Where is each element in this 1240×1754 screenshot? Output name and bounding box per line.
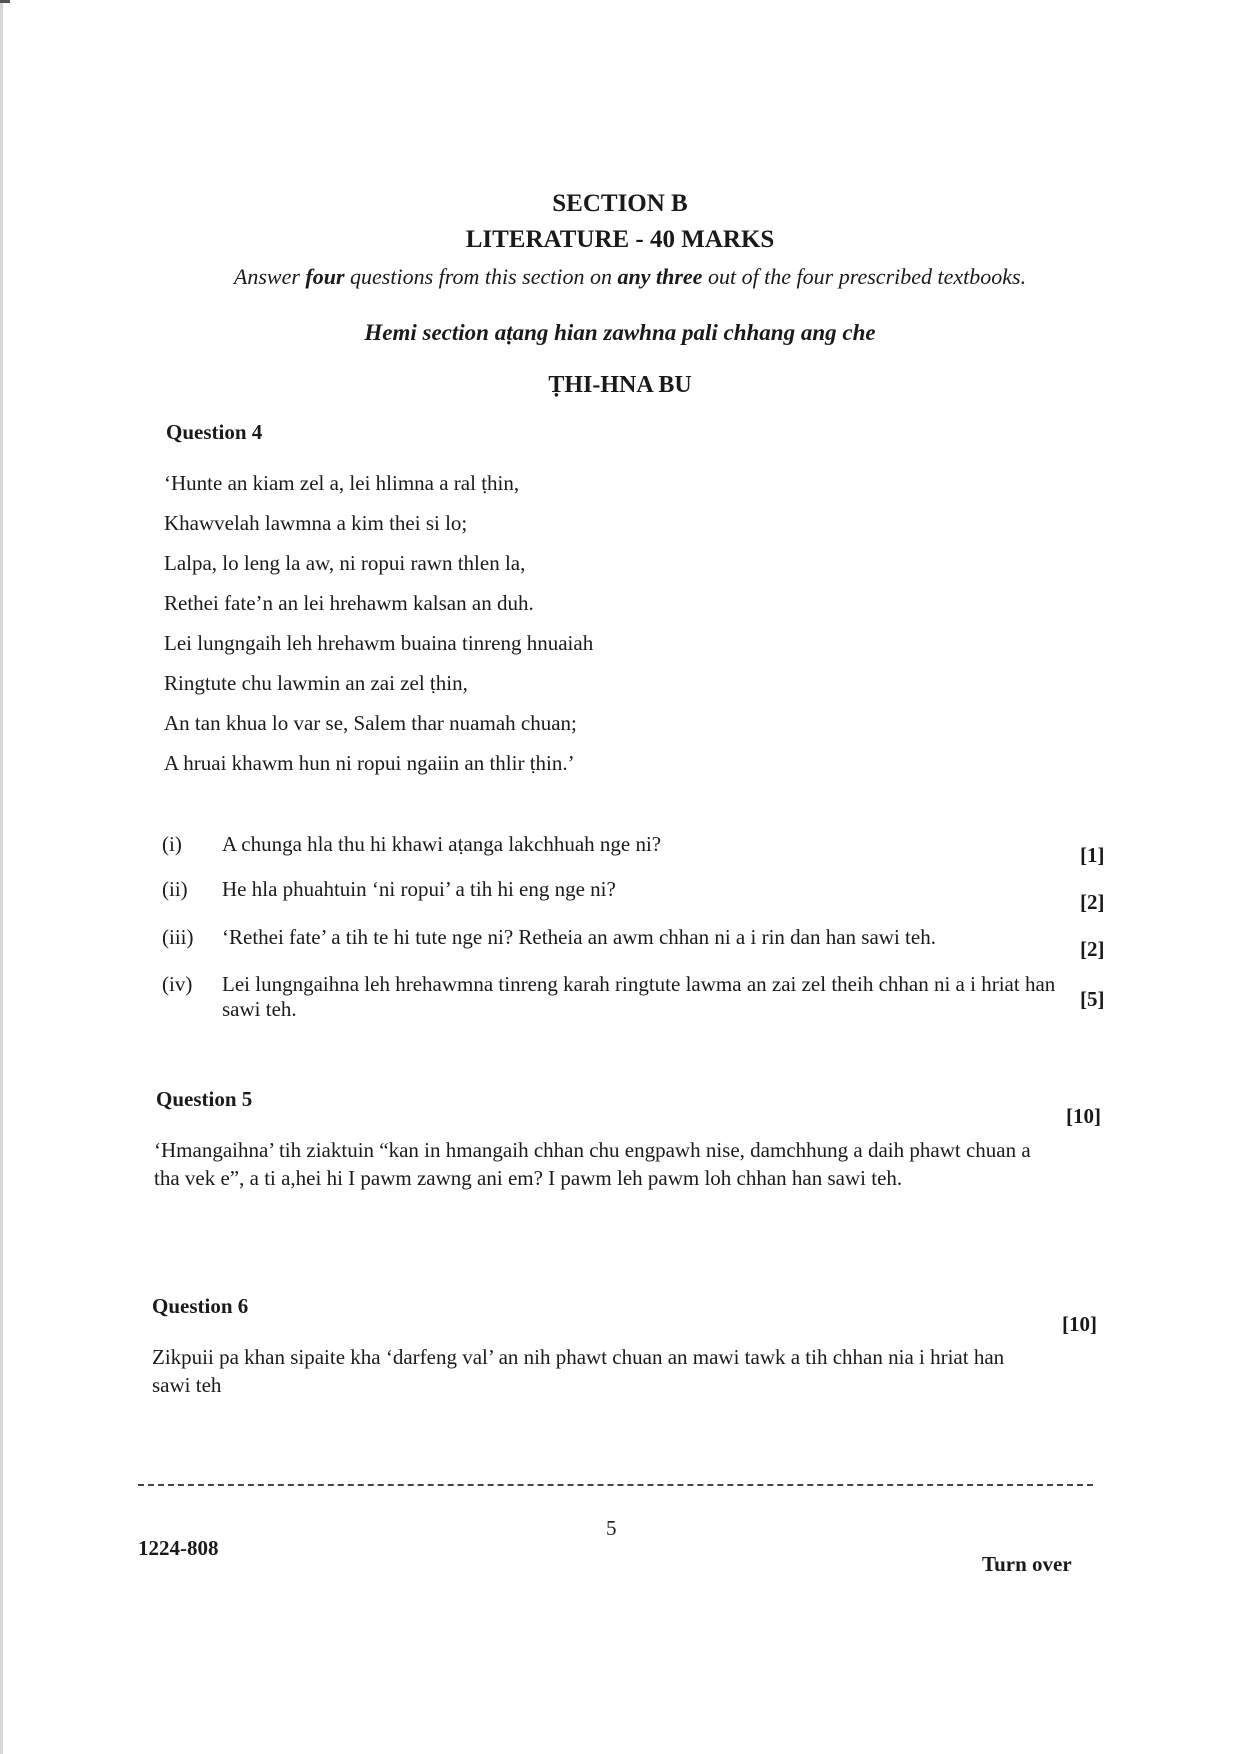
instruction-mizo: Hemi section aṭang hian zawhna pali chhang ang che	[364, 320, 876, 345]
section-heading: SECTION B	[552, 190, 688, 217]
subquestion-text: Lei lungngaihna leh hrehawmna tinreng karah ringtute lawma an zai zel theih chhan ni a i hriat han sawi teh.	[222, 972, 1056, 1021]
question-6-text: Zikpuii pa khan sipaite kha ‘darfeng val’ an nih phawt chuan an mawi tawk a tih chhan nia i hriat han sawi teh	[152, 1345, 1005, 1397]
poem-line: Khawvelah lawmna a kim thei si lo;	[164, 511, 468, 535]
question-6-title: Question 6	[152, 1294, 249, 1318]
turn-over-label: Turn over	[982, 1552, 1072, 1576]
instruction-emphasis: any three	[617, 264, 703, 289]
poem-line: ‘Hunte an kiam zel a, lei hlimna a ral ṭhin,	[164, 471, 520, 495]
scan-mark	[0, 0, 10, 3]
marks-label: [2]	[1080, 937, 1105, 961]
subquestion-number: (i)	[162, 832, 182, 856]
question-5-text: ‘Hmangaihna’ tih ziaktuin “kan in hmangaih chhan chu engpawh nise, damchhung a daih phawt chuan a tha vek e”, a ti a,hei hi I pawm zawng ani em? I pawm leh pawm loh chhan han sawi teh.	[154, 1138, 1031, 1190]
poem-line: An tan khua lo var se, Salem thar nuamah chuan;	[164, 711, 577, 735]
subquestion-number: (iv)	[162, 972, 193, 996]
marks-label: [10]	[1066, 1104, 1101, 1128]
poem-excerpt	[164, 470, 593, 790]
question-5-title: Question 5	[156, 1087, 253, 1111]
poem-line: Ringtute chu lawmin an zai zel ṭhin,	[164, 671, 468, 695]
instruction-text: Answer	[233, 264, 306, 289]
poem-line: Lei lungngaih leh hrehawm buaina tinreng hnuaiah	[164, 631, 594, 655]
instruction-english	[200, 262, 1060, 292]
literature-heading: LITERATURE - 40 MARKS	[465, 226, 775, 253]
marks-label: [5]	[1080, 987, 1105, 1011]
poem-line: A hruai khawm hun ni ropui ngaiin an thlir ṭhin.’	[164, 751, 575, 775]
instruction-text: questions from this section on	[344, 264, 618, 289]
subquestion-text: A chunga hla thu hi khawi aṭanga lakchhuah nge ni?	[222, 832, 662, 856]
scan-edge	[0, 0, 3, 1754]
poem-line: Rethei fate’n an lei hrehawm kalsan an duh.	[164, 591, 534, 615]
poem-line: Lalpa, lo leng la aw, ni ropui rawn thlen la,	[164, 551, 526, 575]
instruction-text: out of the four prescribed textbooks.	[702, 264, 1027, 289]
paper-code: 1224-808	[138, 1536, 219, 1560]
subquestion-text: He hla phuahtuin ‘ni ropui’ a tih hi eng nge ni?	[222, 877, 616, 901]
subquestion-number: (ii)	[162, 877, 188, 901]
marks-label: [2]	[1080, 890, 1105, 914]
instruction-emphasis: four	[305, 264, 345, 289]
subquestion-number: (iii)	[162, 925, 194, 949]
marks-label: [10]	[1062, 1312, 1097, 1336]
subsection-heading: ṬHI-HNA BU	[548, 372, 692, 398]
page-number: 5	[606, 1516, 617, 1540]
footer-divider	[138, 1484, 1093, 1486]
question-4-title: Question 4	[166, 420, 263, 444]
marks-label: [1]	[1080, 843, 1105, 867]
subquestion-text: ‘Rethei fate’ a tih te hi tute nge ni? Retheia an awm chhan ni a i rin dan han sawi teh.	[222, 925, 936, 949]
